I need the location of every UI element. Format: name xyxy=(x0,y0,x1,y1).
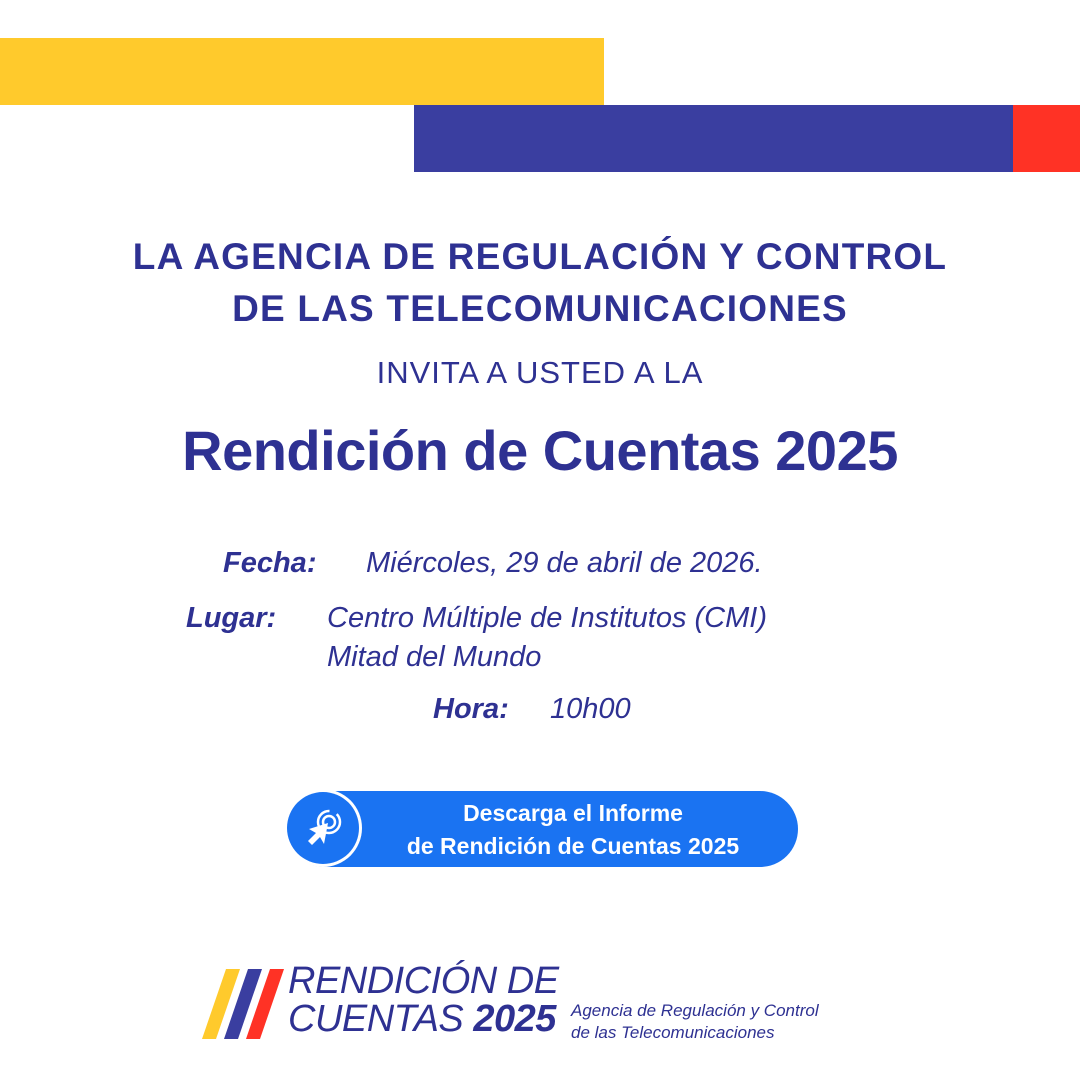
lugar-value-line1: Centro Múltiple de Institutos (CMI) xyxy=(327,602,767,634)
agency-name-line2: DE LAS TELECOMUNICACIONES xyxy=(232,288,848,329)
yellow-stripe xyxy=(0,38,604,105)
lugar-label: Lugar: xyxy=(186,602,277,634)
download-button-label: Descarga el Informe de Rendición de Cuentas 2025 xyxy=(406,800,740,859)
download-report-button[interactable] xyxy=(286,791,798,867)
fecha-value: Miércoles, 29 de abril de 2026. xyxy=(366,547,763,579)
logo-stripes-icon xyxy=(200,969,290,1044)
invite-text: INVITA A USTED A LA xyxy=(376,355,704,390)
blue-stripe xyxy=(414,105,1013,172)
fecha-label: Fecha: xyxy=(223,547,317,579)
lugar-value-line2: Mitad del Mundo xyxy=(327,641,542,673)
agency-name-line1: LA AGENCIA DE REGULACIÓN Y CONTROL xyxy=(132,236,948,277)
logo-text: RENDICIÓN DE CUENTAS 2025 xyxy=(288,960,559,1040)
footer-agency-name: Agencia de Regulación y Control de las Telecomunicaciones xyxy=(571,1001,819,1042)
hora-value: 10h00 xyxy=(550,693,631,725)
hora-label: Hora: xyxy=(433,693,509,725)
rendicion-cuentas-logo xyxy=(200,960,559,1047)
red-stripe xyxy=(1013,105,1080,172)
event-title: Rendición de Cuentas 2025 xyxy=(182,419,898,482)
